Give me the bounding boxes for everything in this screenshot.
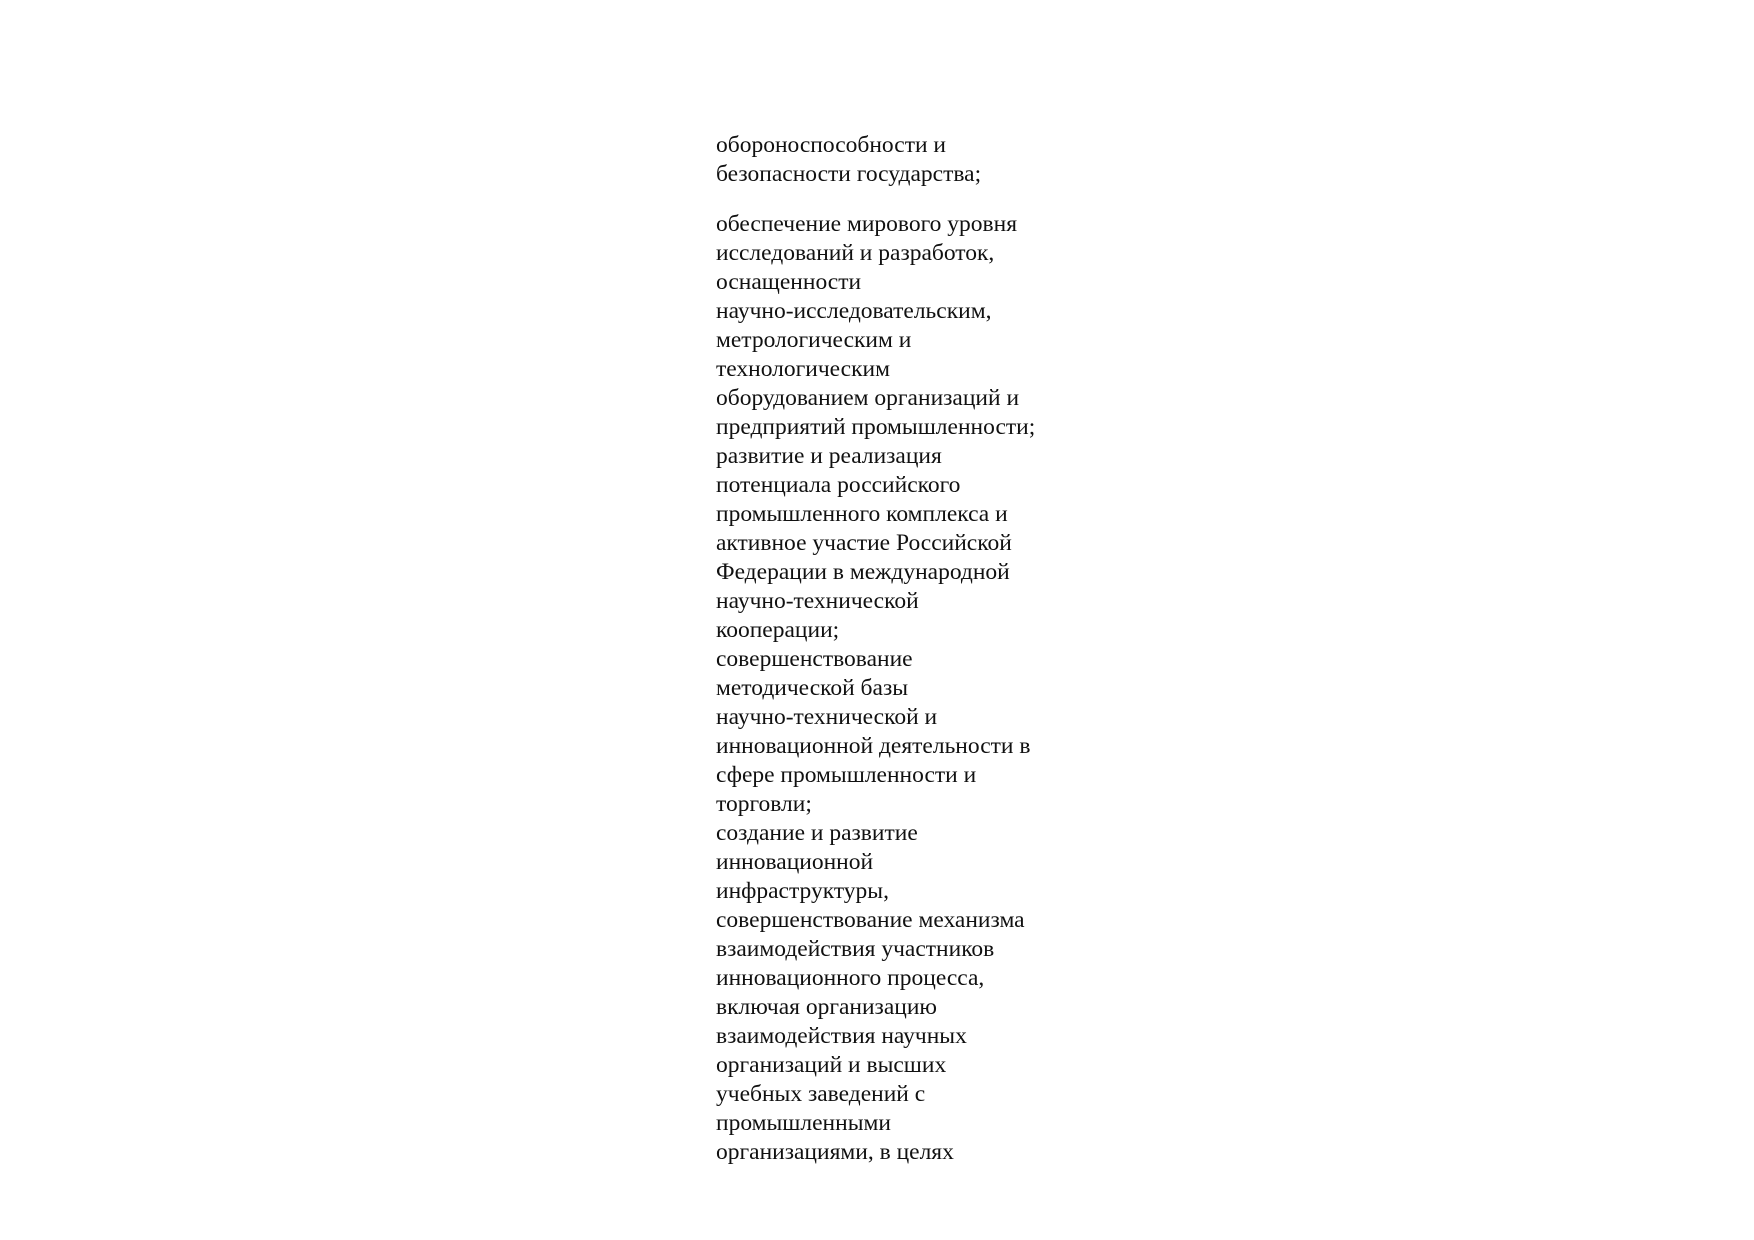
- text-line: инновационной деятельности в: [716, 733, 1031, 759]
- text-line: научно-технической и: [716, 704, 938, 730]
- text-line: безопасности государства;: [716, 161, 982, 187]
- text-line: оснащенности: [716, 269, 862, 295]
- text-line: метрологическим и: [716, 327, 912, 353]
- text-line: предприятий промышленности;: [716, 414, 1036, 440]
- text-line: сфере промышленности и: [716, 762, 977, 788]
- text-line: инфраструктуры,: [716, 878, 889, 904]
- paragraph-2: [716, 210, 1116, 1167]
- text-line: промышленными: [716, 1110, 891, 1136]
- text-line: развитие и реализация: [716, 443, 942, 469]
- text-line: потенциала российского: [716, 472, 961, 498]
- text-line: технологическим: [716, 356, 890, 382]
- text-line: исследований и разработок,: [716, 240, 995, 266]
- text-line: включая организацию: [716, 994, 937, 1020]
- text-line: обороноспособности и: [716, 132, 946, 158]
- text-line: научно-технической: [716, 588, 919, 614]
- text-line: взаимодействия научных: [716, 1023, 967, 1049]
- text-column: [716, 131, 1116, 1167]
- text-line: организациями, в целях: [716, 1139, 954, 1165]
- text-line: активное участие Российской: [716, 530, 1012, 556]
- text-line: организаций и высших: [716, 1052, 947, 1078]
- text-line: научно-исследовательским,: [716, 298, 992, 324]
- text-line: промышленного комплекса и: [716, 501, 1008, 527]
- text-line: инновационного процесса,: [716, 965, 985, 991]
- text-line: кооперации;: [716, 617, 840, 643]
- text-line: совершенствование механизма: [716, 907, 1025, 933]
- text-line: оборудованием организаций и: [716, 385, 1020, 411]
- text-line: учебных заведений с: [716, 1081, 926, 1107]
- paragraph-1: [716, 131, 1116, 189]
- text-line: создание и развитие: [716, 820, 918, 846]
- text-line: обеспечение мирового уровня: [716, 211, 1018, 237]
- text-line: инновационной: [716, 849, 874, 875]
- text-line: взаимодействия участников: [716, 936, 995, 962]
- text-line: торговли;: [716, 791, 812, 817]
- text-line: совершенствование: [716, 646, 913, 672]
- text-line: методической базы: [716, 675, 909, 701]
- text-line: Федерации в международной: [716, 559, 1010, 585]
